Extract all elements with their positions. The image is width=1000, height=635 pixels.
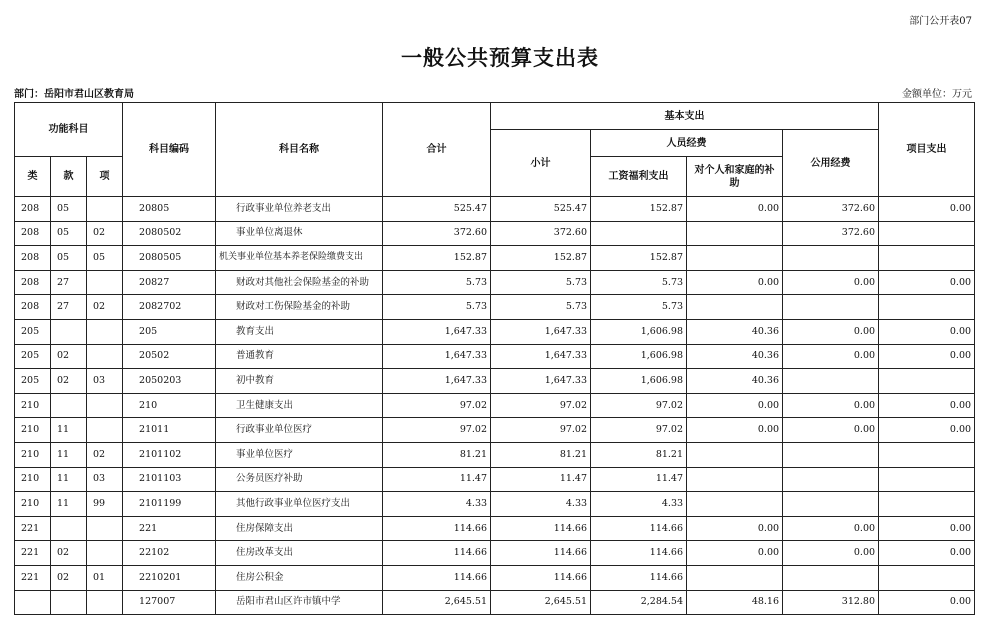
cell-public: 0.00 [783,270,879,295]
header-personnel: 人员经费 [591,130,783,157]
cell-lei: 205 [15,369,51,394]
cell-project: 0.00 [879,344,975,369]
header-basic-expense: 基本支出 [491,103,879,130]
cell-total: 5.73 [383,270,491,295]
cell-total: 114.66 [383,516,491,541]
cell-public: 372.60 [783,197,879,222]
amount-unit-label: 金额单位：万元 [902,89,972,100]
cell-code: 2210201 [123,565,216,590]
cell-family: 0.00 [687,393,783,418]
cell-total: 114.66 [383,541,491,566]
cell-subtotal: 81.21 [491,442,591,467]
header-public: 公用经费 [783,130,879,197]
cell-public: 372.60 [783,221,879,246]
cell-subtotal: 97.02 [491,393,591,418]
cell-family [687,295,783,320]
cell-public [783,295,879,320]
cell-xiang: 03 [87,369,123,394]
cell-name: 初中教育 [216,369,383,394]
cell-project [879,442,975,467]
cell-project: 0.00 [879,270,975,295]
cell-subtotal: 11.47 [491,467,591,492]
cell-subtotal: 114.66 [491,516,591,541]
cell-wages: 1,606.98 [591,344,687,369]
cell-family [687,442,783,467]
cell-name: 其他行政事业单位医疗支出 [216,492,383,517]
cell-kuan: 11 [51,467,87,492]
cell-subtotal: 114.66 [491,541,591,566]
cell-total: 2,645.51 [383,590,491,615]
cell-code: 2101199 [123,492,216,517]
cell-xiang: 01 [87,565,123,590]
cell-lei: 208 [15,270,51,295]
header-kuan: 款 [51,157,87,197]
cell-family: 0.00 [687,516,783,541]
cell-public: 0.00 [783,319,879,344]
cell-code: 22102 [123,541,216,566]
cell-name: 行政事业单位医疗 [216,418,383,443]
cell-kuan: 11 [51,442,87,467]
form-number: 部门公开表07 [909,16,972,27]
cell-public [783,246,879,271]
cell-public: 0.00 [783,516,879,541]
cell-name: 卫生健康支出 [216,393,383,418]
cell-code: 20502 [123,344,216,369]
cell-lei: 221 [15,516,51,541]
header-xiang: 项 [87,157,123,197]
cell-lei: 208 [15,246,51,271]
cell-public: 0.00 [783,344,879,369]
cell-wages: 2,284.54 [591,590,687,615]
cell-code: 2050203 [123,369,216,394]
cell-subtotal: 1,647.33 [491,369,591,394]
cell-xiang: 03 [87,467,123,492]
cell-public [783,369,879,394]
header-wages: 工资福利支出 [591,157,687,197]
cell-total: 5.73 [383,295,491,320]
cell-subtotal: 97.02 [491,418,591,443]
cell-project: 0.00 [879,590,975,615]
cell-family [687,492,783,517]
cell-code: 2101103 [123,467,216,492]
cell-code: 2082702 [123,295,216,320]
cell-kuan [51,319,87,344]
cell-code: 210 [123,393,216,418]
table-row [15,246,975,271]
cell-wages: 114.66 [591,541,687,566]
cell-public: 0.00 [783,393,879,418]
cell-project: 0.00 [879,393,975,418]
cell-subtotal: 525.47 [491,197,591,222]
cell-name: 事业单位医疗 [216,442,383,467]
header-total: 合计 [383,103,491,197]
cell-wages: 114.66 [591,516,687,541]
cell-code: 2080502 [123,221,216,246]
header-subject-name: 科目名称 [216,103,383,197]
cell-wages: 4.33 [591,492,687,517]
cell-family: 0.00 [687,197,783,222]
cell-total: 97.02 [383,418,491,443]
cell-total: 1,647.33 [383,319,491,344]
cell-xiang [87,418,123,443]
cell-total: 152.87 [383,246,491,271]
cell-wages: 1,606.98 [591,319,687,344]
cell-lei: 221 [15,565,51,590]
expenditure-table [14,102,975,615]
cell-project [879,221,975,246]
header-family: 对个人和家庭的补助 [687,157,783,197]
cell-code: 20805 [123,197,216,222]
cell-wages: 152.87 [591,197,687,222]
cell-code: 127007 [123,590,216,615]
cell-family: 0.00 [687,418,783,443]
cell-lei: 205 [15,319,51,344]
table-row [15,418,975,443]
header-subject-code: 科目编码 [123,103,216,197]
cell-project [879,467,975,492]
cell-kuan: 05 [51,246,87,271]
cell-code: 21011 [123,418,216,443]
cell-lei: 205 [15,344,51,369]
cell-kuan: 27 [51,295,87,320]
cell-xiang [87,344,123,369]
header-subtotal: 小计 [491,130,591,197]
cell-lei: 210 [15,418,51,443]
cell-xiang: 99 [87,492,123,517]
cell-kuan: 11 [51,492,87,517]
cell-public [783,442,879,467]
table-row [15,221,975,246]
cell-xiang [87,197,123,222]
cell-family [687,467,783,492]
cell-xiang [87,516,123,541]
cell-code: 221 [123,516,216,541]
cell-name: 事业单位离退休 [216,221,383,246]
cell-kuan: 02 [51,541,87,566]
cell-subtotal: 2,645.51 [491,590,591,615]
cell-kuan [51,516,87,541]
cell-subtotal: 5.73 [491,295,591,320]
cell-public: 0.00 [783,418,879,443]
cell-name: 岳阳市君山区许市镇中学 [216,590,383,615]
cell-xiang [87,393,123,418]
cell-subtotal: 372.60 [491,221,591,246]
table-row [15,295,975,320]
cell-project [879,246,975,271]
cell-family [687,221,783,246]
cell-family: 40.36 [687,319,783,344]
cell-xiang [87,590,123,615]
cell-xiang [87,541,123,566]
cell-name: 机关事业单位基本养老保险缴费支出 [216,246,383,271]
page-title: 一般公共预算支出表 [401,45,599,70]
table-row [15,319,975,344]
cell-family [687,565,783,590]
cell-total: 114.66 [383,565,491,590]
cell-kuan: 11 [51,418,87,443]
cell-total: 4.33 [383,492,491,517]
cell-wages: 11.47 [591,467,687,492]
table-row [15,393,975,418]
cell-name: 财政对其他社会保险基金的补助 [216,270,383,295]
cell-total: 525.47 [383,197,491,222]
cell-xiang: 02 [87,221,123,246]
cell-project [879,492,975,517]
cell-kuan: 27 [51,270,87,295]
cell-kuan [51,393,87,418]
cell-code: 2101102 [123,442,216,467]
cell-lei: 221 [15,541,51,566]
cell-subtotal: 152.87 [491,246,591,271]
cell-name: 普通教育 [216,344,383,369]
cell-lei: 210 [15,492,51,517]
cell-project: 0.00 [879,516,975,541]
cell-lei: 208 [15,197,51,222]
cell-kuan: 02 [51,369,87,394]
cell-family [687,246,783,271]
cell-public: 312.80 [783,590,879,615]
header-project: 项目支出 [879,103,975,197]
cell-project: 0.00 [879,541,975,566]
department-label: 部门：岳阳市君山区教育局 [14,89,134,100]
cell-name: 行政事业单位养老支出 [216,197,383,222]
cell-public [783,467,879,492]
cell-name: 公务员医疗补助 [216,467,383,492]
cell-wages: 5.73 [591,295,687,320]
cell-code: 2080505 [123,246,216,271]
cell-xiang: 05 [87,246,123,271]
cell-wages: 97.02 [591,393,687,418]
cell-project [879,369,975,394]
cell-family: 40.36 [687,369,783,394]
cell-kuan: 05 [51,197,87,222]
table-row [15,516,975,541]
cell-kuan: 02 [51,344,87,369]
cell-total: 372.60 [383,221,491,246]
cell-project: 0.00 [879,197,975,222]
cell-project: 0.00 [879,418,975,443]
table-row [15,442,975,467]
cell-xiang: 02 [87,442,123,467]
cell-lei: 210 [15,442,51,467]
cell-name: 住房改革支出 [216,541,383,566]
cell-code: 20827 [123,270,216,295]
cell-kuan [51,590,87,615]
cell-family: 0.00 [687,270,783,295]
cell-family: 48.16 [687,590,783,615]
cell-name: 住房公积金 [216,565,383,590]
cell-wages [591,221,687,246]
cell-total: 1,647.33 [383,344,491,369]
cell-xiang: 02 [87,295,123,320]
header-lei: 类 [15,157,51,197]
cell-lei: 210 [15,393,51,418]
cell-public: 0.00 [783,541,879,566]
table-row [15,492,975,517]
cell-project: 0.00 [879,319,975,344]
cell-subtotal: 1,647.33 [491,344,591,369]
cell-wages: 5.73 [591,270,687,295]
cell-xiang [87,270,123,295]
cell-name: 教育支出 [216,319,383,344]
cell-family: 0.00 [687,541,783,566]
cell-subtotal: 5.73 [491,270,591,295]
table-row [15,344,975,369]
cell-wages: 152.87 [591,246,687,271]
table-row [15,270,975,295]
cell-lei: 210 [15,467,51,492]
cell-public [783,492,879,517]
cell-lei: 208 [15,295,51,320]
cell-subtotal: 114.66 [491,565,591,590]
cell-lei [15,590,51,615]
cell-xiang [87,319,123,344]
cell-public [783,565,879,590]
cell-kuan: 02 [51,565,87,590]
cell-total: 97.02 [383,393,491,418]
cell-wages: 114.66 [591,565,687,590]
cell-total: 1,647.33 [383,369,491,394]
table-row [15,565,975,590]
cell-total: 81.21 [383,442,491,467]
cell-family: 40.36 [687,344,783,369]
cell-total: 11.47 [383,467,491,492]
cell-project [879,565,975,590]
cell-subtotal: 1,647.33 [491,319,591,344]
table-row [15,197,975,222]
cell-lei: 208 [15,221,51,246]
cell-kuan: 05 [51,221,87,246]
table-row [15,369,975,394]
table-row [15,590,975,615]
cell-code: 205 [123,319,216,344]
header-func-subject: 功能科目 [15,103,123,157]
cell-name: 财政对工伤保险基金的补助 [216,295,383,320]
table-row [15,467,975,492]
cell-project [879,295,975,320]
cell-name: 住房保障支出 [216,516,383,541]
cell-wages: 81.21 [591,442,687,467]
table-row [15,541,975,566]
cell-wages: 97.02 [591,418,687,443]
cell-subtotal: 4.33 [491,492,591,517]
cell-wages: 1,606.98 [591,369,687,394]
